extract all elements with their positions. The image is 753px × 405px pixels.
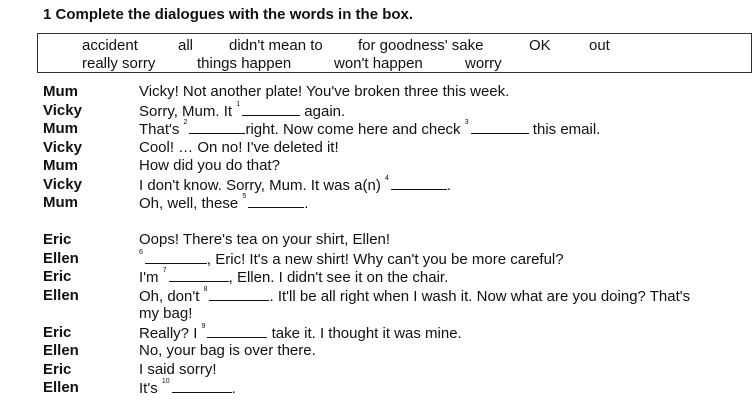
dialogue-line [0,231,753,250]
answer-blank[interactable] [391,176,447,190]
text-segment: right. Now come here and check [245,121,465,138]
answer-blank[interactable] [242,102,300,116]
answer-blank[interactable] [471,120,529,134]
line-text [139,250,564,268]
text-segment: Sorry, Mum. It [139,103,237,120]
speaker-name: Ellen [43,342,79,359]
answer-blank[interactable] [172,379,232,393]
dialogue-line [0,287,753,306]
dialogue-line [0,120,753,139]
line-text [139,342,316,359]
text-segment: Oh, don't [139,288,204,305]
answer-blank[interactable] [248,194,304,208]
line-text [139,102,345,120]
gap-number: 3 [464,119,469,126]
line-text [139,287,690,305]
text-segment: It's [139,380,162,397]
speaker-name: Mum [43,194,78,211]
dialogue-line [0,157,753,176]
line-text [139,305,192,322]
dialogue-line [0,102,753,121]
speaker-name: Vicky [43,139,82,156]
word-out: out [589,37,610,54]
word-things-happen: things happen [197,55,292,72]
speaker-name: Eric [43,361,72,378]
dialogue-line [0,139,753,158]
dialogue-line [0,305,753,324]
line-text [139,194,308,212]
text-segment: I said sorry! [139,361,217,378]
gap-number: 1 [236,101,241,108]
dialogue-line [0,83,753,102]
dialogue-line [0,194,753,213]
dialogue-line [0,176,753,195]
word-box [37,33,752,73]
text-segment: Vicky! Not another plate! You've broken three this week. [139,83,510,100]
gap-number: 2 [183,119,188,126]
text-segment: Oops! There's tea on your shirt, Ellen! [139,231,391,248]
line-text [139,139,339,156]
word-worry: worry [465,55,502,72]
speaker-name: Mum [43,83,78,100]
answer-blank[interactable] [207,324,267,338]
line-text [139,176,451,194]
line-text [139,379,236,397]
gap-number: 4 [385,175,389,182]
gap-number: 9 [201,323,206,330]
line-text [139,83,509,100]
speaker-name: Eric [43,324,72,341]
dialogue-line [0,379,753,398]
word-accident: accident [82,37,138,54]
word-all: all [178,37,194,54]
text-segment: How did you do that? [139,157,280,174]
speaker-name: Ellen [43,250,79,267]
line-text [139,268,448,286]
dialogue-line [0,250,753,269]
text-segment: . [231,380,236,397]
text-segment: Cool! … On no! I've deleted it! [139,139,339,156]
speaker-name: Eric [43,231,72,248]
text-segment: I'm [139,269,163,286]
answer-blank[interactable] [169,268,229,282]
text-segment: Really? I [139,325,202,342]
text-segment: , Eric! It's a new shirt! Why can't you be more careful? [206,251,564,268]
word-didnt-mean-to: didn't mean to [229,37,323,54]
speaker-name: Mum [43,120,78,137]
speaker-name: Eric [43,268,72,285]
text-segment: my bag! [139,305,193,322]
text-segment: No, your bag is over there. [139,342,316,359]
word-wont-happen: won't happen [334,55,423,72]
text-segment: take it. I thought it was mine. [267,325,462,342]
text-segment: . It'll be all right when I wash it. Now what are you doing? That's [269,288,691,305]
text-segment: , Ellen. I didn't see it on the chair. [228,269,449,286]
answer-blank[interactable] [209,287,269,301]
answer-blank[interactable] [145,250,207,264]
text-segment: I don't know. Sorry, Mum. It was a(n) [139,177,385,194]
dialogue-line [0,324,753,343]
gap-number: 8 [203,286,208,293]
line-text [139,361,217,378]
gap-number: 6 [139,249,143,256]
text-segment: That's [139,121,184,138]
gap-number: 10 [161,378,170,385]
speaker-name: Vicky [43,176,82,193]
line-text [139,231,390,248]
text-segment: again. [300,103,346,120]
line-text [139,157,280,174]
word-for-goodness-sake: for goodness' sake [358,37,484,54]
speaker-name: Ellen [43,379,79,396]
dialogue-line [0,342,753,361]
dialogue-line [0,361,753,380]
speaker-name: Vicky [43,102,82,119]
gap-number: 7 [162,267,167,274]
text-segment: . [304,195,309,212]
dialogue-line [0,268,753,287]
text-segment: . [446,177,452,194]
line-text [139,324,462,342]
gap-number: 5 [242,193,247,200]
text-segment: this email. [528,121,601,138]
speaker-name: Mum [43,157,78,174]
line-text [139,120,600,138]
answer-blank[interactable] [189,120,245,134]
word-really-sorry: really sorry [82,55,156,72]
text-segment: Oh, well, these [139,195,243,212]
exercise-title: 1 Complete the dialogues with the words in the box. [43,6,414,23]
speaker-name: Ellen [43,287,79,304]
word-ok: OK [529,37,551,54]
